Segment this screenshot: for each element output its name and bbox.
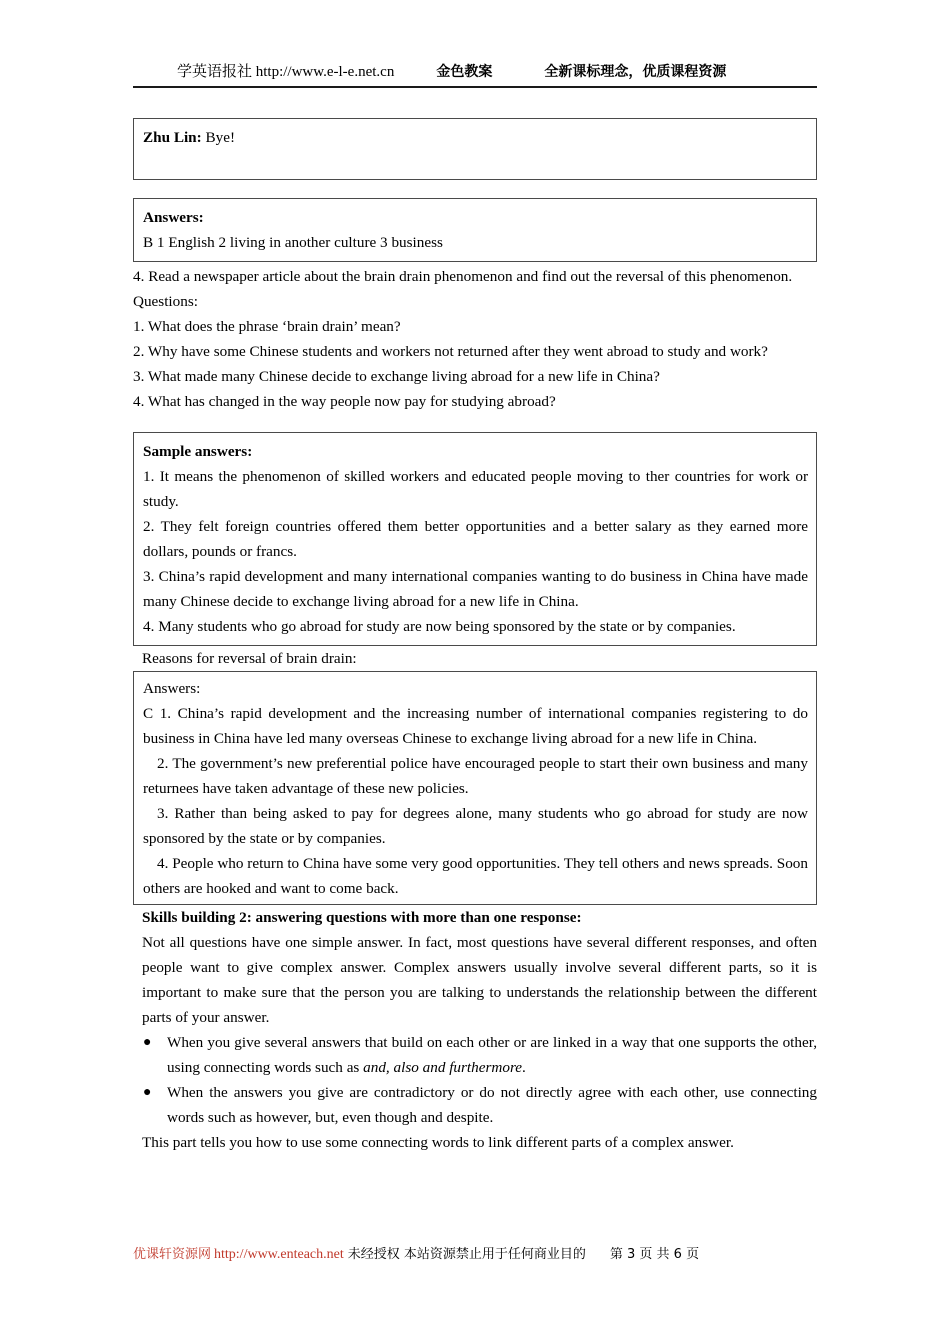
skills-bullet-item-1 [133,1030,817,1080]
bullet-1-text-after: . [522,1059,526,1076]
answers-box-2 [133,671,817,905]
skills-building-heading: Skills building 2: answering questions with more than one response: [142,909,582,926]
answers-box-1 [133,198,817,262]
bullet-1-text [167,1030,817,1080]
answers-box-2-item-4: 4. People who return to China have some very good opportunities. They tell others and news spreads. Soon others are hooked and want to come back. [143,855,808,897]
footer-site-name: 优课轩资源网 [133,1247,212,1262]
task4-question-2: 2. Why have some Chinese students and workers not returned after they went abroad to study and work? [133,343,768,360]
task4-question-3: 3. What made many Chinese decide to exchange living abroad for a new life in China? [133,368,660,385]
page-header [133,62,817,88]
task4-instruction: 4. Read a newspaper article about the brain drain phenomenon and find out the reversal of this phenomenon. [133,268,793,285]
answers-box-1-title: Answers: [143,209,204,226]
sample-answer-1: 1. It means the phenomenon of skilled workers and educated people moving to ther countries for work or study. [143,468,808,510]
header-title-center: 金色教案 [436,64,493,80]
footer-url: http://www.enteach.net [214,1247,344,1262]
task4-question-1: 1. What does the phrase ‘brain drain’ mean? [133,318,401,335]
bullet-1-text-italic: and, also and furthermore [363,1059,523,1076]
bullet-2-text: When the answers you give are contradictory or do not directly agree with each other, use connecting words such as however, but, even though and despite. [167,1084,817,1126]
answers-box-2-item-3: 3. Rather than being asked to pay for degrees alone, many students who go abroad for study are now sponsored by the state or by companies. [143,805,808,847]
answers-box-2-item-2: 2. The government’s new preferential police have encouraged people to start their own business and many returnees have taken advantage of these new policies. [143,755,808,797]
header-publisher-link: 学英语报社 http://www.e-l-e.net.cn [177,64,395,80]
answers-box-2-title: Answers: [143,680,201,697]
bullet-icon: ● [143,1085,152,1100]
sample-answers-box [133,432,817,646]
sample-answer-2: 2. They felt foreign countries offered them better opportunities and a better salary as they earned more dollars, pounds or francs. [143,518,808,560]
skills-bullet-item-2 [133,1080,817,1130]
header-divider [133,86,817,88]
dialogue-box [133,118,817,180]
dialogue-utterance: Bye! [201,129,236,146]
dialogue-speaker: Zhu Lin: [143,129,202,146]
header-title-right: 全新课标理念，优质课程资源 [544,64,727,80]
sample-answers-title: Sample answers: [143,443,253,460]
bullet-icon: ● [143,1035,152,1050]
page-footer [133,1245,833,1265]
dialogue-line [143,125,808,150]
skills-building-closing: This part tells you how to use some connecting words to link different parts of a complex answer. [142,1134,734,1151]
task4-question-4: 4. What has changed in the way people now pay for studying abroad? [133,393,556,410]
reasons-line: Reasons for reversal of brain drain: [142,650,357,667]
document-body [133,118,817,1155]
sample-answer-3: 3. China’s rapid development and many international companies wanting to do business in China have made many Chinese decide to exchange living abroad for a new life in China. [143,568,808,610]
answers-box-1-line: B 1 English 2 living in another culture 3 business [143,234,443,251]
footer-copyright-notice: 未经授权 本站资源禁止用于任何商业目的 [347,1247,586,1262]
task4-questions-label: Questions: [133,293,198,310]
answers-box-2-item-c: C 1. China’s rapid development and the increasing number of international companies registering to do business in China have led many overseas Chinese to exchange living abroad for a new life in China. [143,705,808,747]
header-text-row [133,62,817,86]
footer-page-number: 第 3 页 共 6 页 [609,1247,700,1262]
skills-building-intro: Not all questions have one simple answer. In fact, most questions have several different responses, and often people want to give complex answer. Complex answers usually involve several different parts, so it is important to make sure that the person you are talking to understands the relationship between the different parts of your answer. [142,934,817,1026]
bullet-1-text-before: When you give several answers that build on each other or are linked in a way that one supports the other, using connecting words such as [167,1034,817,1076]
sample-answer-4: 4. Many students who go abroad for study are now being sponsored by the state or by companies. [143,618,736,635]
